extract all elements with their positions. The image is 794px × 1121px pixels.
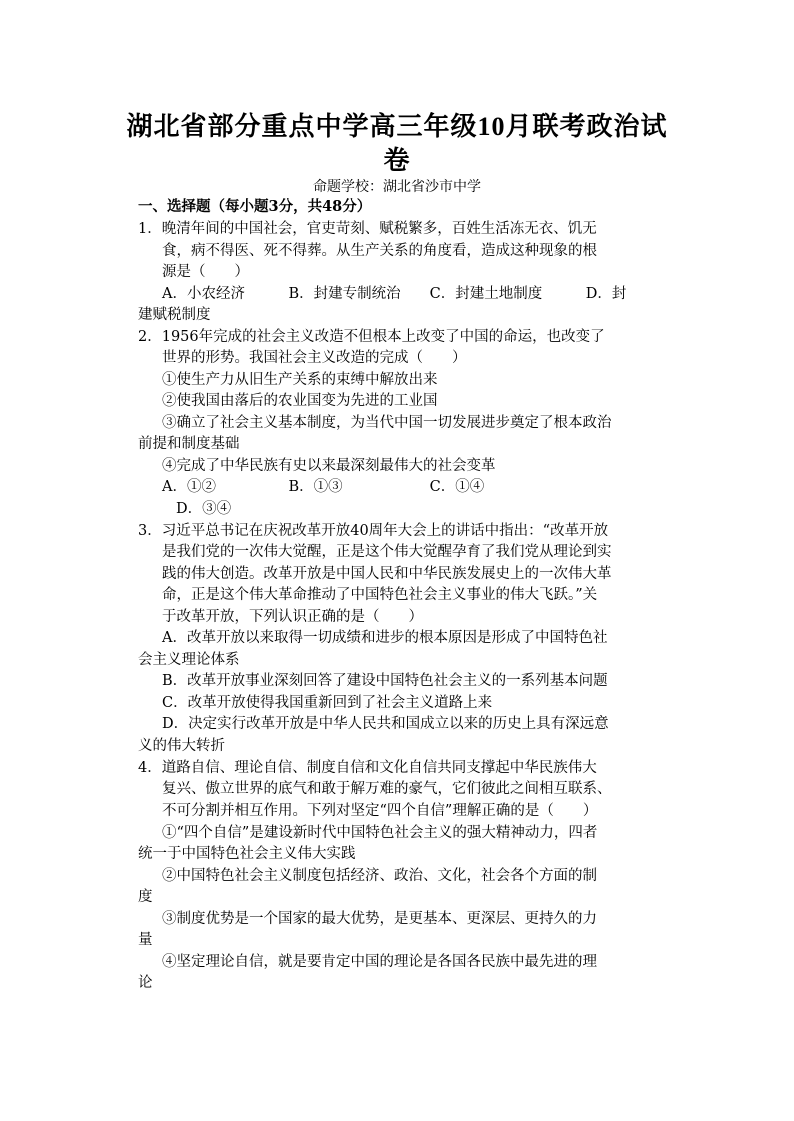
question-text: 是我们党的一次伟大觉醒，正是这个伟大觉醒孕育了我们党从理论到实 xyxy=(162,544,612,560)
statement-item: ③确立了社会主义基本制度，为当代中国一切发展进步奠定了根本政治 xyxy=(162,415,612,431)
answer-option-a: 会主义理论体系 xyxy=(138,652,240,668)
statement-item: ②使我国由落后的农业国变为先进的工业国 xyxy=(162,393,438,409)
statement-item: ①使生产力从旧生产关系的束缚中解放出来 xyxy=(162,372,438,388)
question-text: 践的伟大创造。改革开放是中国人民和中华民族发展史上的一次伟大革 xyxy=(162,566,612,582)
question-text: 复兴、傲立世界的底气和敢于解万难的豪气，它们彼此之间相互联系、 xyxy=(162,781,612,797)
answer-option-a: A．改革开放以来取得一切成绩和进步的根本原因是形成了中国特色社 xyxy=(162,630,608,646)
answer-options: A．①② B．①③ C．①④ xyxy=(162,479,485,495)
statement-item: 统一于中国特色社会主义伟大实践 xyxy=(138,846,356,862)
answer-option-c: C．改革开放使得我国重新回到了社会主义道路上来 xyxy=(162,695,493,711)
answer-option-d: D．决定实行改革开放是中华人民共和国成立以来的历史上具有深远意 xyxy=(162,716,609,732)
statement-item: 论 xyxy=(138,975,153,991)
question-text: 世界的形势。我国社会主义改造的完成（ ） xyxy=(162,350,467,366)
statement-item: 前提和制度基础 xyxy=(138,436,240,452)
statement-item: 量 xyxy=(138,932,153,948)
question-text: 3．习近平总书记在庆祝改革开放40周年大会上的讲话中指出：“改革开放 xyxy=(138,523,609,539)
answer-option-d: 义的伟大转折 xyxy=(138,738,225,754)
question-text: 食，病不得医、死不得葬。从生产关系的角度看，造成这种现象的根 xyxy=(162,243,597,259)
statement-item: ②中国特色社会主义制度包括经济、政治、文化，社会各个方面的制 xyxy=(162,868,597,884)
question-text: 源是（ ） xyxy=(162,264,249,280)
statement-item: 度 xyxy=(138,889,153,905)
question-text: 不可分割并相互作用。下列对坚定“四个自信”理解正确的是（ ） xyxy=(162,803,598,819)
question-text: 4．道路自信、理论自信、制度自信和文化自信共同支撑起中华民族伟大 xyxy=(138,760,597,776)
answer-options: 建赋税制度 xyxy=(138,307,211,323)
page-title xyxy=(100,110,694,178)
statement-item: ①“四个自信”是建设新时代中国特色社会主义的强大精神动力，四者 xyxy=(162,825,598,841)
answer-option-b: B．改革开放事业深刻回答了建设中国特色社会主义的一系列基本问题 xyxy=(162,673,608,689)
section-heading: 一、选择题（每小题3分，共48分） xyxy=(138,198,372,215)
question-text: 2．1956年完成的社会主义改造不但根本上改变了中国的命运，也改变了 xyxy=(138,329,605,345)
question-text: 命，正是这个伟大革命推动了中国特色社会主义事业的伟大飞跃。”关 xyxy=(162,587,598,603)
question-text: 于改革开放，下列认识正确的是（ ） xyxy=(162,609,423,625)
question-text: 1．晚清年间的中国社会，官吏苛刻、赋税繁多，百姓生活冻无衣、饥无 xyxy=(138,221,597,237)
statement-item: ③制度优势是一个国家的最大优势，是更基本、更深层、更持久的力 xyxy=(162,911,597,927)
subtitle: 命题学校：湖北省沙市中学 xyxy=(313,179,481,195)
answer-options: A．小农经济 B．封建专制统治 C．封建土地制度 D．封 xyxy=(162,286,627,302)
answer-options: D．③④ xyxy=(176,501,232,517)
title-line-1: 湖北省部分重点中学高三年级10月联考政治试 xyxy=(126,112,668,141)
statement-item: ④完成了中华民族有史以来最深刻最伟大的社会变革 xyxy=(162,458,496,474)
title-line-2: 卷 xyxy=(383,146,411,175)
statement-item: ④坚定理论自信，就是要肯定中国的理论是各国各民族中最先进的理 xyxy=(162,954,597,970)
